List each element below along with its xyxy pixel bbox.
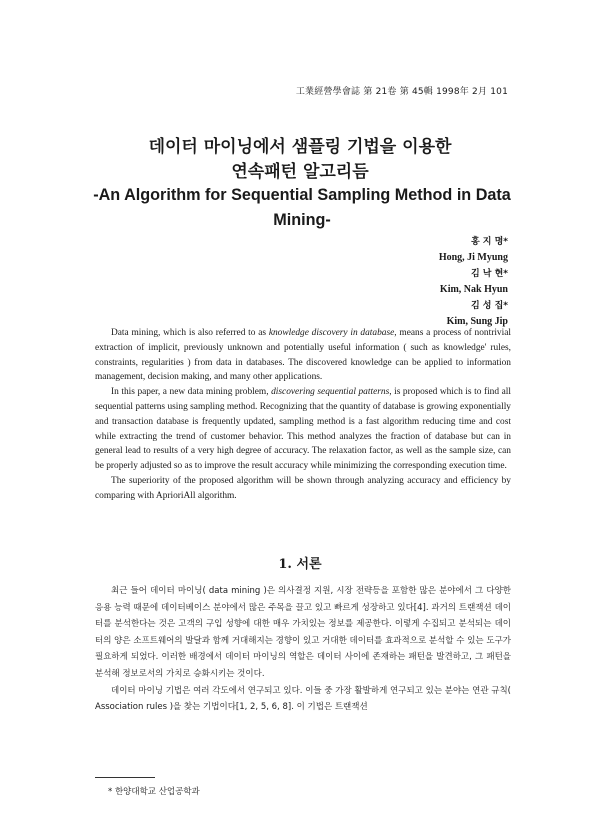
author-korean-name: 김 성 집* [470, 301, 508, 311]
author-list [439, 234, 508, 330]
abstract-emphasis: knowledge discovery in database [268, 328, 395, 338]
author-english-name: Kim, Sung Jip [446, 316, 508, 327]
english-title: -An Algorithm for Sequential Sampling Method in Data Mining- [93, 186, 511, 229]
korean-title-line-2: 연속패턴 알고리듬 [231, 162, 369, 182]
body-paragraph: 최근 들어 데이터 마이닝( data mining )은 의사결정 지원, 시장 전략등을 포함한 많은 분야에서 그 다양한 응용 능력 때문에 데이터베이스 분야에서 많은 주목을 끌고 있고 빠르게 성장하고 있다[4]. 과거의 트랜잭션 데이터를 분석한다는 것은 고객의 구입 성향에 대한 매우 가치있는 정보를 제공한다. 이렇게 수집되고 분석되는 데이터의 양은 소프트웨어의 발달과 함께 거대해지는 경향이 있고 거대한 데이터를 효과적으로 분석할 수 있는 도구가 필요하게 되었다. 이러한 배경에서 데이터 마이닝의 역할은 데이터 사이에 존재하는 패턴을 발견하고, 그 패턴을 분석해 정보로서의 가치로 승화시키는 것이다. [95, 586, 511, 679]
author-korean-name: 홍 지 명* [470, 237, 508, 247]
abstract-text: , means a process of nontrivial extraction of implicit, previously unknown and potentially useful information ( such as knowledge' rules, constraints, regularities ) from data in databases. The discovered knowledge can be applied to information management, decision making, and many other applications. [95, 328, 511, 383]
abstract-paragraph [95, 385, 511, 474]
abstract-emphasis: discovering sequential patterns [271, 387, 390, 398]
journal-header: 工業經營學會誌 第 21卷 第 45輯 1998年 2月 101 [295, 87, 508, 97]
body-text [95, 583, 511, 716]
author-korean-name: 김 낙 현* [470, 269, 508, 279]
abstract [95, 326, 511, 504]
abstract-paragraph [95, 326, 511, 385]
body-paragraph: 데이터 마이닝 기법은 여러 각도에서 연구되고 있다. 이들 중 가장 활발하게 연구되고 있는 분야는 연관 규칙( Association rules )을 찾는 기법이다[1, 2, 5, 6, 8]. 이 기법은 트랜잭션 [95, 685, 511, 713]
footnote: * 한양대학교 산업공학과 [108, 787, 200, 797]
footnote-divider [95, 777, 155, 778]
author-english-name: Hong, Ji Myung [438, 252, 508, 263]
section-heading: 1. 서론 [278, 557, 322, 572]
abstract-paragraph: The superiority of the proposed algorithm will be shown through analyzing accuracy and efficiency by comparing with AprioriAll algorithm. [95, 475, 511, 501]
abstract-text: In this paper, a new data mining problem, [111, 387, 272, 398]
author-english-name: Kim, Nak Hyun [439, 284, 508, 295]
abstract-text: Data mining, which is also referred to as [111, 328, 269, 338]
korean-title-line-1: 데이터 마이닝에서 샘플링 기법을 이용한 [148, 137, 452, 157]
abstract-text: , is proposed which is to find all sequential patterns using sampling method. Recognizing that the quantity of database is growing exponentially and transaction database is frequently updated, sampling method is a fast algorithm reducing time and cost while extracting the trend of customer behavior. This method analyzes the fraction of database but can in general lead to results of a very high degree of accuracy. The relaxation factor, as well as the sample size, can be properly adjusted so as to improve the result accuracy while minimizing the corresponding execution time. [95, 387, 511, 472]
